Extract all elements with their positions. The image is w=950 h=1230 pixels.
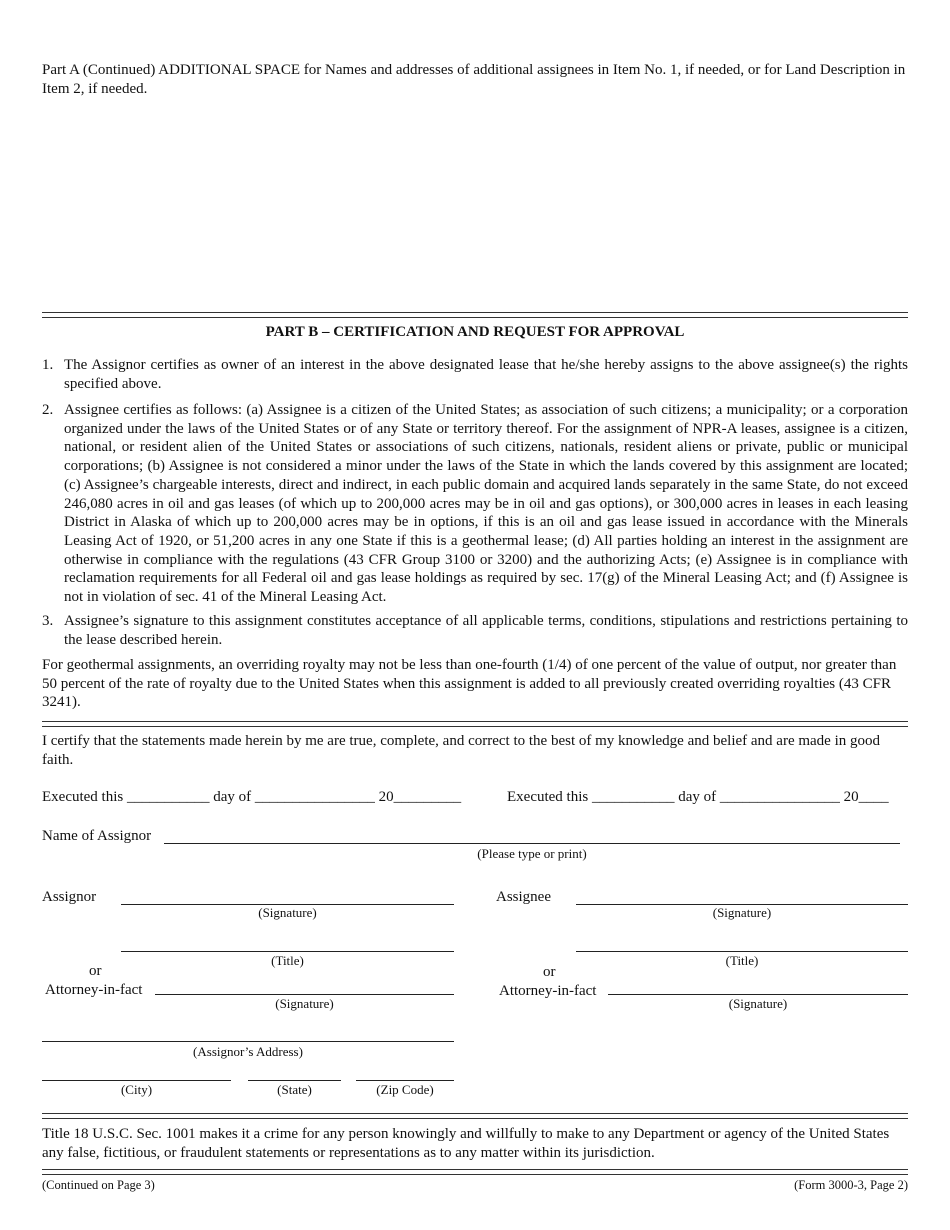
assignor-address-caption: (Assignor’s Address) xyxy=(193,1044,303,1059)
list-item xyxy=(42,401,908,606)
item-text: Assignee certifies as follows: (a) Assignee is a citizen of the United States; as association of such citizens; a municipality; or a corporation organized under the laws of the United States or of any State or territory thereof. For the assignment of NPR-A leases, assignee is a citizen, national, or resident alien of the United States or associations of such citizens, nationals, resident aliens or private, public or municipal corporations; (b) Assignee is not considered a minor under the laws of the State in which the lands covered by this assignment are located; (c) Assignee’s chargeable interests, direct and indirect, in each public domain and acquired lands separately in the same State, do not exceed 246,080 acres in oil and gas leases (of which up to 200,000 acres may be in oil and gas options), or 300,000 acres in leases in each leasing District in Alaska of which up to 200,000 acres may be in options, if this is an oil and gas lease issued in accordance with the Minerals Leasing Act of 1920, or 51,200 acres in any one State if this is a geothermal lease; (d) All parties holding an interest in the assignment are otherwise in compliance with the regulations (43 CFR Group 3100 or 3200) and the authorizing Acts; (e) Assignee is in compliance with reclamation requirements for all Federal oil and gas lease holdings as required by sec. 17(g) of the Mineral Leasing Act; and (f) Assignee is not in violation of sec. 41 of the Mineral Leasing Act. xyxy=(64,402,908,606)
part-b-heading: PART B – CERTIFICATION AND REQUEST FOR APPROVAL xyxy=(265,324,685,340)
state-caption: (State) xyxy=(277,1082,312,1097)
zip-field[interactable] xyxy=(356,1080,454,1081)
or-label: or xyxy=(543,964,556,980)
executed-right[interactable]: Executed this ___________ day of ________________ 20____ xyxy=(507,789,889,805)
item-text: The Assignor certifies as owner of an interest in the above designated lease that he/she hereby assigns to the above assignee(s) the rights specified above. xyxy=(64,357,908,392)
assignee-title-caption: (Title) xyxy=(725,953,759,968)
assignee-attorney-signature-caption: (Signature) xyxy=(728,996,788,1011)
divider xyxy=(42,721,908,727)
divider xyxy=(42,1113,908,1119)
item-number: 2. xyxy=(42,402,54,418)
assignor-title-field[interactable] xyxy=(121,951,454,952)
attorney-label: Attorney-in-fact xyxy=(45,982,143,998)
executed-left[interactable]: Executed this ___________ day of ________________ 20_________ xyxy=(42,789,462,805)
continued-note: (Continued on Page 3) xyxy=(42,1178,155,1192)
assignor-address-field[interactable] xyxy=(42,1041,454,1042)
item-text: Assignee’s signature to this assignment constitutes acceptance of all applicable terms, conditions, stipulations and restrictions pertaining to the lease described herein. xyxy=(64,613,908,648)
assignee-title-field[interactable] xyxy=(576,951,908,952)
or-label: or xyxy=(89,963,102,979)
list-item xyxy=(42,612,908,652)
title18-text: Title 18 U.S.C. Sec. 1001 makes it a crime for any person knowingly and willfully to make to any Department or agency of the United States any false, fictitious, or fraudulent statements or representations as to any matter within its jurisdiction. xyxy=(42,1126,890,1161)
item-number: 3. xyxy=(42,613,54,629)
certify-text: I certify that the statements made herein by me are true, complete, and correct to the best of my knowledge and belief and are made in good faith. xyxy=(42,733,881,768)
part-a-text: Part A (Continued) ADDITIONAL SPACE for Names and addresses of additional assignees in Item No. 1, if needed, or for Land Description in Item 2, if needed. xyxy=(42,62,906,97)
assignor-attorney-signature-caption: (Signature) xyxy=(275,996,334,1011)
zip-caption: (Zip Code) xyxy=(376,1082,434,1097)
assignee-label: Assignee xyxy=(496,889,551,905)
form-id: (Form 3000-3, Page 2) xyxy=(794,1178,908,1192)
assignor-label: Assignor xyxy=(42,889,97,905)
divider xyxy=(42,1169,908,1175)
attorney-label: Attorney-in-fact xyxy=(499,983,597,999)
please-type-caption: (Please type or print) xyxy=(477,846,587,861)
assignor-signature-caption: (Signature) xyxy=(258,905,317,920)
city-caption: (City) xyxy=(120,1082,153,1097)
name-of-assignor-field[interactable] xyxy=(164,843,900,844)
assignor-attorney-signature-field[interactable] xyxy=(155,994,454,995)
state-field[interactable] xyxy=(248,1080,341,1081)
divider xyxy=(42,312,908,318)
assignee-attorney-signature-field[interactable] xyxy=(608,994,908,995)
item-number: 1. xyxy=(42,357,54,373)
assignor-title-caption: (Title) xyxy=(271,953,304,968)
list-item xyxy=(42,356,908,396)
geothermal-text: For geothermal assignments, an overriding royalty may not be less than one-fourth (1/4) of one percent of the value of output, nor greater than 50 percent of the rate of royalty due to the United States when this assignment is added to all previously created overriding royalties (43 CFR 3241). xyxy=(42,657,897,711)
city-field[interactable] xyxy=(42,1080,231,1081)
name-of-assignor-label: Name of Assignor xyxy=(42,828,152,844)
assignee-signature-caption: (Signature) xyxy=(712,905,772,920)
